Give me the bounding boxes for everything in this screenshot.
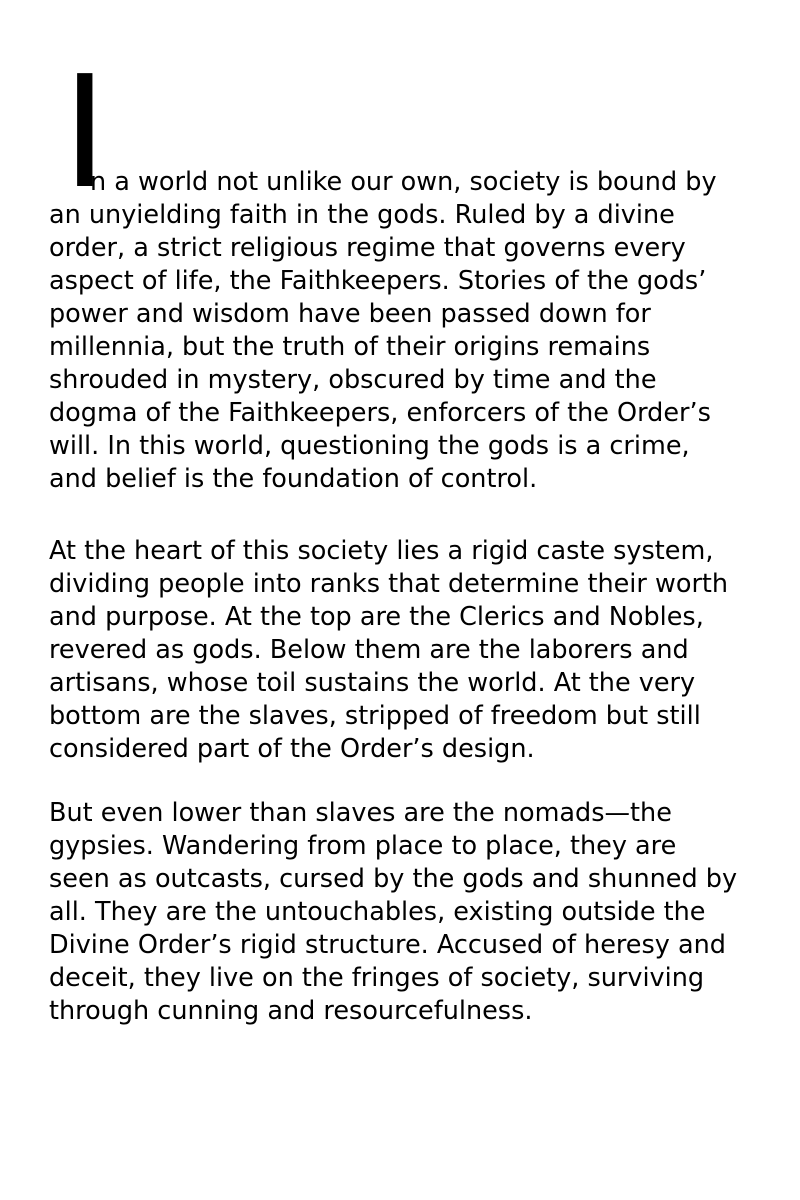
text-line: an unyielding faith in the gods. Ruled by a divine	[49, 200, 675, 230]
text-line: bottom are the slaves, stripped of freedom but still	[49, 701, 701, 731]
text-line: and purpose. At the top are the Clerics and Nobles,	[49, 602, 704, 632]
text-line: revered as gods. Below them are the laborers and	[49, 635, 689, 665]
text-line: millennia, but the truth of their origins remains	[49, 332, 651, 362]
drop-cap: I	[62, 38, 108, 221]
text-line: will. In this world, questioning the gods is a crime,	[49, 431, 690, 461]
paragraph-1	[49, 199, 764, 496]
paragraph-1-first-line: n a world not unlike our own, society is bound by	[90, 167, 717, 197]
text-line: But even lower than slaves are the nomads—the	[49, 798, 672, 828]
text-line: seen as outcasts, cursed by the gods and shunned by	[49, 864, 738, 894]
text-line: power and wisdom have been passed down for	[49, 299, 651, 329]
paragraph-3	[49, 797, 764, 1028]
text-line: dogma of the Faithkeepers, enforcers of the Order’s	[49, 398, 711, 428]
text-line: dividing people into ranks that determine their worth	[49, 569, 729, 599]
text-line: gypsies. Wandering from place to place, they are	[49, 831, 677, 861]
text-line: and belief is the foundation of control.	[49, 464, 538, 494]
paragraph-2	[49, 535, 764, 766]
text-line: deceit, they live on the fringes of society, surviving	[49, 963, 705, 993]
text-line: aspect of life, the Faithkeepers. Stories of the gods’	[49, 266, 707, 296]
text-line: At the heart of this society lies a rigid caste system,	[49, 536, 714, 566]
document-page	[49, 0, 764, 1200]
text-line: considered part of the Order’s design.	[49, 734, 535, 764]
text-line: through cunning and resourcefulness.	[49, 996, 533, 1026]
text-line: artisans, whose toil sustains the world. At the very	[49, 668, 696, 698]
text-line: Divine Order’s rigid structure. Accused of heresy and	[49, 930, 726, 960]
text-line: shrouded in mystery, obscured by time and the	[49, 365, 657, 395]
text-line: all. They are the untouchables, existing outside the	[49, 897, 706, 927]
text-line: order, a strict religious regime that governs every	[49, 233, 686, 263]
